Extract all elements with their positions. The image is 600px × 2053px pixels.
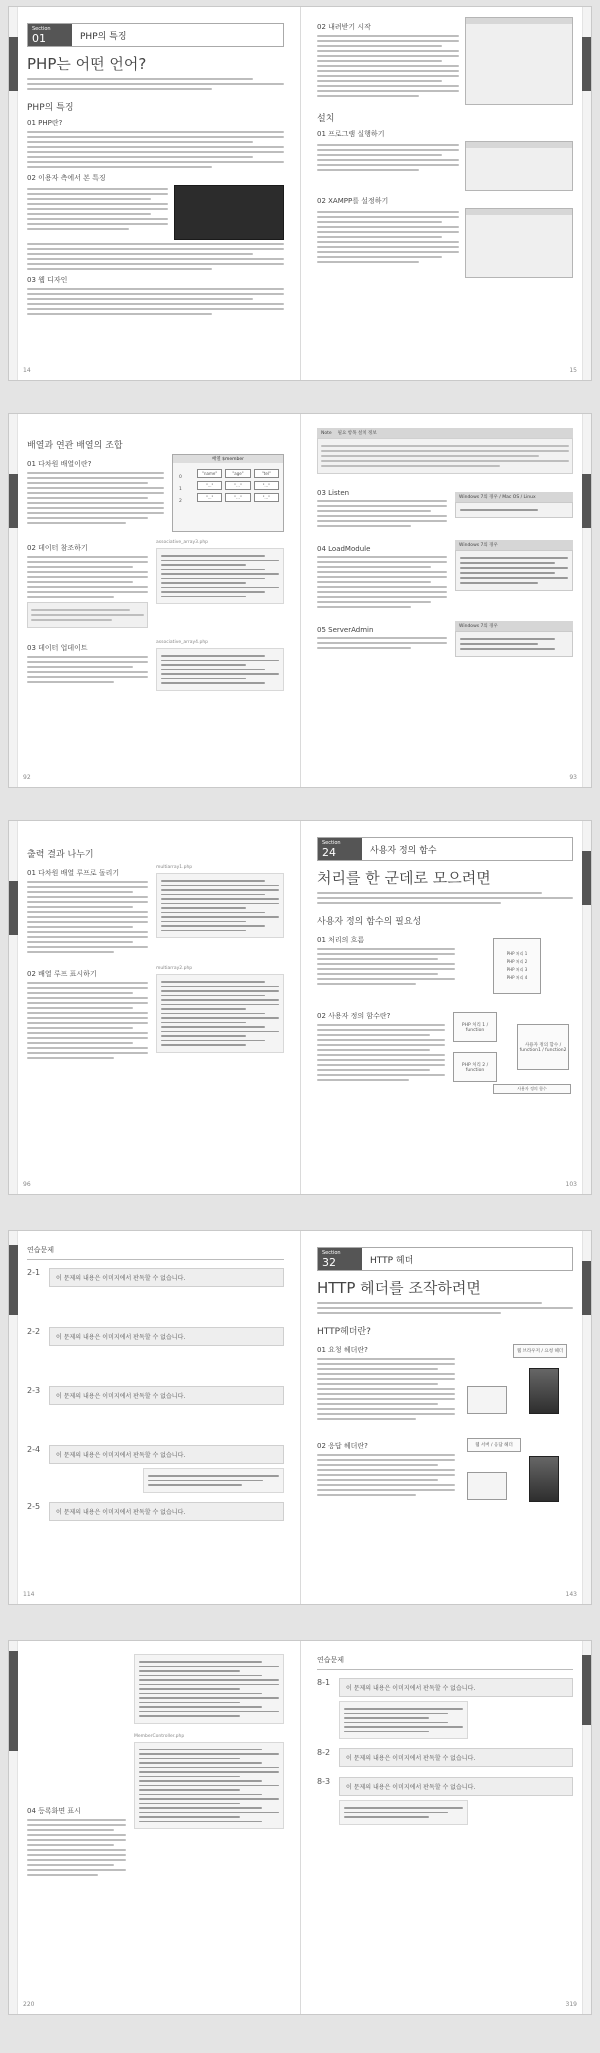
exercise-item: 2-2 이 문제의 내용은 이미지에서 판독할 수 없습니다. <box>27 1327 284 1350</box>
array-grid <box>197 469 279 502</box>
subheading: 02 XAMPP를 설정하기 <box>317 197 389 205</box>
note-header <box>317 428 573 438</box>
thumb-tab <box>9 1641 18 2014</box>
code-filename: associative_array3.php <box>156 540 209 545</box>
subheading: 02 배열 루프 표시하기 <box>27 970 97 978</box>
response-diagram <box>463 1436 573 1516</box>
exercise-text: 이 문제의 내용은 이미지에서 판독할 수 없습니다. <box>339 1748 573 1767</box>
exercise-item: 2-4 이 문제의 내용은 이미지에서 판독할 수 없습니다. <box>27 1445 284 1496</box>
array-diagram <box>172 454 284 532</box>
func-box: PHP 처리 2 / function <box>453 1052 497 1082</box>
page-number: 15 <box>569 367 577 374</box>
subheading: 04 등록화면 표시 <box>27 1807 81 1815</box>
diagram-label: 웹 브라우저 / 요청 헤더 <box>513 1344 567 1358</box>
page-number: 96 <box>23 1181 31 1188</box>
code-filename: associative_array4.php <box>156 640 209 645</box>
thumb-tab <box>9 7 18 380</box>
code-listing <box>156 648 284 691</box>
exercise-text: 이 문제의 내용은 이미지에서 판독할 수 없습니다. <box>49 1327 284 1346</box>
page-number: 319 <box>565 2001 577 2008</box>
subheading: 05 ServerAdmin <box>317 626 374 634</box>
func-box: 사용자 정의 함수 / function1 / function2 <box>517 1024 569 1070</box>
page-number: 114 <box>23 1591 35 1598</box>
subheading: 03 데이터 업데이트 <box>27 644 88 652</box>
spread-1 <box>8 6 592 381</box>
note-subtitle: 필요 항목 설치 정보 <box>337 431 377 436</box>
function-diagram <box>453 1006 573 1096</box>
section-number: 24 <box>322 845 336 859</box>
spread-3 <box>8 820 592 1195</box>
thumb-tab <box>9 414 18 787</box>
code-listing <box>134 1654 284 1724</box>
subheading: 01 요청 헤더란? <box>317 1346 368 1354</box>
subheading: 04 LoadModule <box>317 545 371 553</box>
array-cell: "..." <box>197 493 222 502</box>
page-93 <box>300 414 591 787</box>
array-cell: "..." <box>254 493 279 502</box>
row-index: 2 <box>179 499 182 504</box>
subheading: 01 다차원 배열 루프로 돌리기 <box>27 869 120 877</box>
subheading: 01 다차원 배열이란? <box>27 460 92 468</box>
page-103 <box>300 821 591 1194</box>
setup-screenshot <box>465 141 573 191</box>
thumb-tab <box>582 821 591 1194</box>
flow-step: PHP 처리 4 <box>506 975 528 980</box>
server-icon <box>529 1368 559 1414</box>
exercise-item: 8-1 이 문제의 내용은 이미지에서 판독할 수 없습니다. <box>317 1678 573 1742</box>
request-diagram <box>463 1340 573 1430</box>
func-box: PHP 처리 1 / function <box>453 1012 497 1042</box>
spread-5 <box>8 1640 592 2015</box>
server-icon <box>529 1456 559 1502</box>
exercise-text: 이 문제의 내용은 이미지에서 판독할 수 없습니다. <box>49 1445 284 1464</box>
code-filename: multiarray1.php <box>156 865 193 870</box>
browser-icon <box>467 1472 507 1500</box>
section-header <box>317 837 573 861</box>
section-number: 01 <box>32 31 46 45</box>
thumb-tab <box>9 1231 18 1604</box>
page-number: 93 <box>569 774 577 781</box>
page-number: 14 <box>23 367 31 374</box>
exercise-text: 이 문제의 내용은 이미지에서 판독할 수 없습니다. <box>49 1268 284 1287</box>
section-label: Section <box>322 1249 341 1256</box>
thumb-tab <box>582 7 591 380</box>
subheading: 03 웹 디자인 <box>27 276 68 284</box>
xampp-screenshot <box>465 208 573 278</box>
section-header <box>27 23 284 47</box>
exercise-title: 연습문제 <box>317 1656 345 1664</box>
thumb-tab <box>9 821 18 1194</box>
subheading: 01 처리의 흐름 <box>317 936 365 944</box>
page-220 <box>9 1641 300 2014</box>
exercise-text: 이 문제의 내용은 이미지에서 판독할 수 없습니다. <box>49 1386 284 1405</box>
exercise-text: 이 문제의 내용은 이미지에서 판독할 수 없습니다. <box>339 1777 573 1796</box>
array-cell: "..." <box>254 481 279 490</box>
chapter-title: 처리를 한 군데로 모으려면 <box>317 869 491 887</box>
diagram-title: 배열 $member <box>173 455 283 463</box>
tip-box <box>27 602 148 628</box>
page-number: 143 <box>565 1591 577 1598</box>
box-header: Windows 7의 경우 <box>455 621 573 631</box>
subheading: 01 PHP란? <box>27 119 63 127</box>
box-header: Windows 7의 경우 <box>455 540 573 550</box>
heading: 출력 결과 나누기 <box>27 850 94 860</box>
spread-2 <box>8 413 592 788</box>
page-96 <box>9 821 300 1194</box>
code-listing <box>156 974 284 1053</box>
subheading: 02 내려받기 시작 <box>317 23 371 31</box>
func-caption: 사용자 정의 함수 <box>493 1084 571 1094</box>
subheading: 02 이용자 측에서 본 특징 <box>27 174 106 182</box>
code-listing <box>156 548 284 604</box>
array-cell: "age" <box>225 469 250 478</box>
section-label: Section <box>322 839 341 846</box>
flow-step: PHP 처리 2 <box>506 959 528 964</box>
page-14 <box>9 7 300 380</box>
row-index: 0 <box>179 475 182 480</box>
exercise-title: 연습문제 <box>27 1246 55 1254</box>
section-number: 32 <box>322 1255 336 1269</box>
chapter-title: PHP는 어떤 언어? <box>27 55 147 73</box>
section-title: HTTP 헤더 <box>370 1255 414 1266</box>
row-index: 1 <box>179 487 182 492</box>
thumb-tab <box>582 1231 591 1604</box>
subheading: 02 응답 헤더란? <box>317 1442 368 1450</box>
section-title: PHP의 특징 <box>80 31 127 42</box>
section-label: Section <box>32 25 51 32</box>
code-listing <box>134 1742 284 1830</box>
page-15 <box>300 7 591 380</box>
thumb-tab <box>582 1641 591 2014</box>
flow-step: PHP 처리 3 <box>506 967 528 972</box>
exercise-item: 2-5 이 문제의 내용은 이미지에서 판독할 수 없습니다. <box>27 1502 284 1525</box>
page-number: 220 <box>23 2001 35 2008</box>
subheading: 03 Listen <box>317 489 350 497</box>
heading: 설치 <box>317 114 335 124</box>
array-cell: "..." <box>197 481 222 490</box>
page-143 <box>300 1231 591 1604</box>
heading: 배열과 연관 배열의 조합 <box>27 441 123 451</box>
note-body <box>317 438 573 474</box>
exercise-item: 8-3 이 문제의 내용은 이미지에서 판독할 수 없습니다. <box>317 1777 573 1828</box>
exercise-text: 이 문제의 내용은 이미지에서 판독할 수 없습니다. <box>49 1502 284 1521</box>
subheading: 02 사용자 정의 함수란? <box>317 1012 391 1020</box>
array-cell: "tel" <box>254 469 279 478</box>
exercise-item: 8-2 이 문제의 내용은 이미지에서 판독할 수 없습니다. <box>317 1748 573 1771</box>
browser-icon <box>467 1386 507 1414</box>
heading: HTTP헤더란? <box>317 1327 371 1337</box>
chapter-title: HTTP 헤더를 조작하려면 <box>317 1279 481 1297</box>
screenshot <box>174 185 284 240</box>
page-319 <box>300 1641 591 2014</box>
spread-4 <box>8 1230 592 1605</box>
heading: PHP의 특징 <box>27 103 74 113</box>
code-listing <box>156 873 284 938</box>
thumb-tab <box>582 414 591 787</box>
subheading: 01 프로그램 실행하기 <box>317 130 385 138</box>
flow-diagram <box>463 930 573 1000</box>
heading: 사용자 정의 함수의 필요성 <box>317 917 422 927</box>
array-cell: "..." <box>225 481 250 490</box>
exercise-text: 이 문제의 내용은 이미지에서 판독할 수 없습니다. <box>339 1678 573 1697</box>
subheading: 02 데이터 참조하기 <box>27 544 88 552</box>
page-number: 103 <box>565 1181 577 1188</box>
box-header: Windows 7의 경우 / Mac OS / Linux <box>455 492 573 502</box>
section-header <box>317 1247 573 1271</box>
flow-step: PHP 처리 1 <box>506 951 528 956</box>
page-114 <box>9 1231 300 1604</box>
page-92 <box>9 414 300 787</box>
code-filename: multiarray2.php <box>156 966 193 971</box>
exercise-item: 2-1 이 문제의 내용은 이미지에서 판독할 수 없습니다. <box>27 1268 284 1291</box>
array-cell: "name" <box>197 469 222 478</box>
section-title: 사용자 정의 함수 <box>370 845 437 856</box>
code-filename: MemberController.php <box>134 1733 185 1739</box>
diagram-label: 웹 서버 / 응답 헤더 <box>467 1438 521 1452</box>
exercise-item: 2-3 이 문제의 내용은 이미지에서 판독할 수 없습니다. <box>27 1386 284 1409</box>
page-number: 92 <box>23 774 31 781</box>
note-title: Note <box>321 430 332 436</box>
download-screenshot <box>465 17 573 105</box>
array-cell: "..." <box>225 493 250 502</box>
